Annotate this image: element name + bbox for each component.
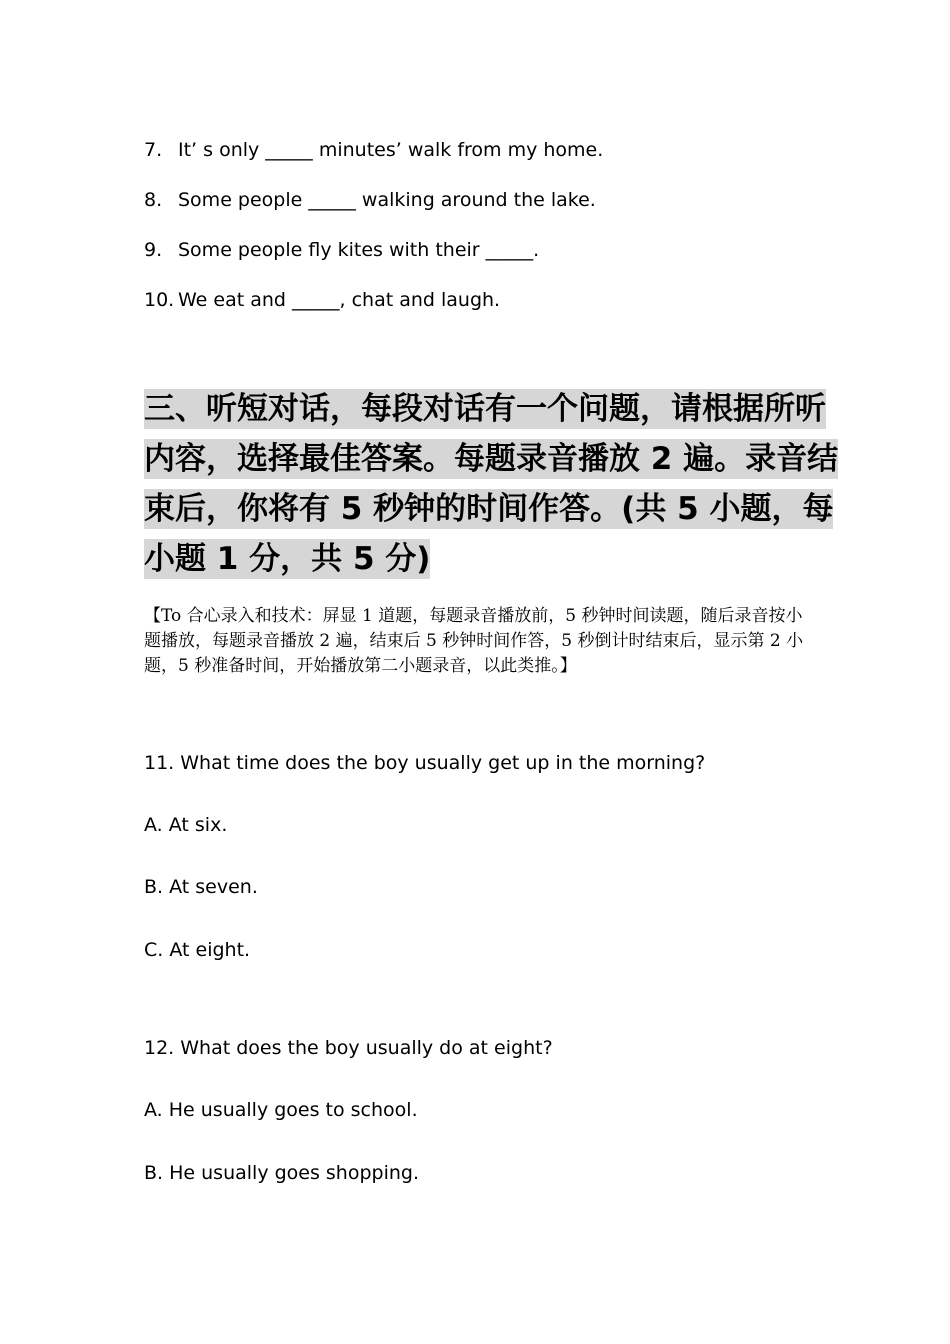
option-11-b: B. At seven. [144,876,258,898]
instruction-note: 【To 合心录入和技术：屏显 1 道题，每题录音播放前，5 秒钟时间读题，随后录音按小题播放，每题录音播放 2 遍，结束后 5 秒钟时间作答，5 秒倒计时结束后，显示第 2 小题，5 秒准备时间，开始播放第二小题录音，以此类推。】 [144,606,804,676]
option-11-a: A. At six. [144,814,228,836]
fill-item-9 [144,238,539,262]
question-12: 12. What does the boy usually do at eight? [144,1037,553,1059]
item-text: It’ s only _____ minutes’ walk from my home. [178,139,604,161]
fill-item-10 [144,288,500,312]
item-number: 8. [144,189,163,211]
fill-item-8 [144,188,596,212]
item-number: 9. [144,239,163,261]
fill-item-7 [144,138,603,162]
section-heading-text: 三、听短对话，每段对话有一个问题，请根据所听内容，选择最佳答案。每题录音播放 2 遍。录音结束后，你将有 5 秒钟的时间作答。(共 5 小题，每小题 1 分，共 5 分) [144,391,839,577]
item-text: We eat and _____, chat and laugh. [178,289,501,311]
item-text: Some people _____ walking around the lake. [178,189,596,211]
item-number: 10. [144,289,175,311]
option-12-b: B. He usually goes shopping. [144,1162,420,1184]
question-11: 11. What time does the boy usually get up in the morning? [144,752,706,774]
item-number: 7. [144,139,163,161]
option-11-c: C. At eight. [144,939,251,961]
option-12-a: A. He usually goes to school. [144,1099,418,1121]
section-heading [144,384,844,584]
item-text: Some people fly kites with their _____. [178,239,540,261]
